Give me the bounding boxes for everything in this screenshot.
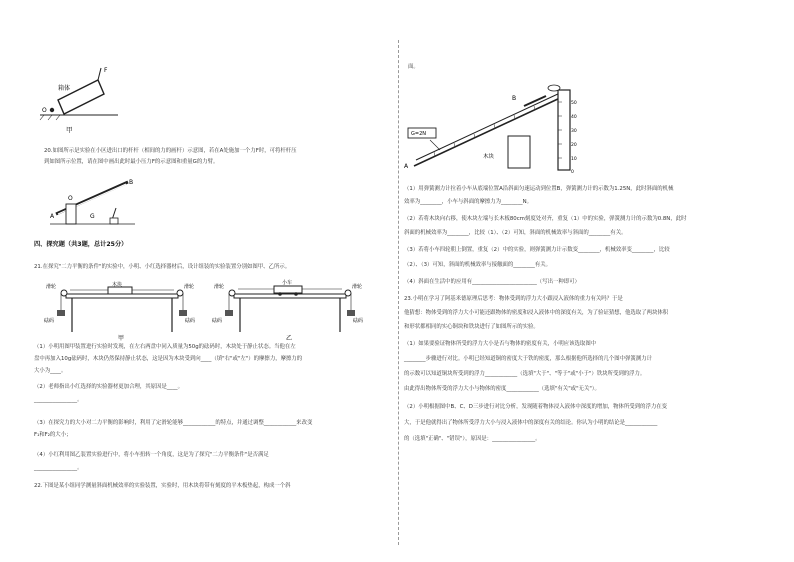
q21-p1-c: 大小为____。 xyxy=(34,368,67,374)
yi-weight-right: 砝码 xyxy=(353,318,364,324)
q23-p1-a: （1）如果要验证物体所受的浮力大小是否与物体的密度有关，小明应该选取图中 xyxy=(404,341,597,347)
ruler-tick-10: 10 xyxy=(571,157,577,162)
figure-yi xyxy=(212,278,372,342)
box-diagram xyxy=(40,67,118,134)
jia-caption: 甲 xyxy=(118,335,125,342)
q21-p2-a: （2）老师指出小红选择的实验器材更加合理，其原因是____。 xyxy=(34,384,183,390)
q23-p1-b: ________步骤进行对比。小明已经知道铜的密度大于铁的密度，那么根据他所选择的几个图中弹簧测力计 xyxy=(404,356,652,362)
q21-intro: 21.在探究"二力平衡的条件"的实验中，小明、小红选择器材后，设计组装的实验装置分别如图甲、乙所示。 xyxy=(34,264,291,270)
lever-label-b: B xyxy=(129,179,134,186)
q22-p3-a: （3）若将小车四轮朝上倒置，重复（2）中的实验，则弹簧测力计示数变________，机械效率变________，比较 xyxy=(404,247,670,253)
lever-label-g: G xyxy=(90,213,95,220)
q23-intro-b: 他猜想：物体受到的浮力大小可能还跟物体的密度和浸入液体中的深度有关，为了验证猜想，他选取了两块体积 xyxy=(404,310,669,316)
ruler-tick-30: 30 xyxy=(571,129,577,134)
q23-intro-a: 23.小明在学习了阿基米德原理后思考：物体受到的浮力大小跟浸入液体的重力有关吗？于是 xyxy=(404,296,623,302)
yi-cart: 小车 xyxy=(282,280,293,286)
lever-label-a: A xyxy=(50,213,55,220)
section-heading: 四、探究题（共3题，总计25分） xyxy=(34,241,128,248)
jia-pulley-right: 滑轮 xyxy=(184,284,195,290)
q21-p3-a: （3）在探究力的大小对二力平衡的影响时，利用了定滑轮能够____________的特点，并通过调整____________来改变 xyxy=(34,420,313,426)
q22-continued: 面。 xyxy=(408,64,419,70)
yi-caption: 乙 xyxy=(286,335,293,342)
q21-p3-b: F₁和F₂的大小； xyxy=(34,432,72,438)
q23-p1-d: 由此得出物体所受的浮力大小与物体的密度____________（选填"有关"或"无关"）。 xyxy=(404,386,600,392)
incline-figure xyxy=(404,78,588,188)
q21-p1-a: （1）小明用图甲装置进行实验时发现，在左右两盘中同入质量为50g的砝码时，木块处于静止状态。当他在左 xyxy=(34,344,296,350)
figure-caption: 甲 xyxy=(66,126,73,134)
ruler-tick-50: 50 xyxy=(571,101,577,106)
q22-p4: （4）斜面在生活中的应用有________________________（写出一种即可） xyxy=(404,279,580,285)
q23-intro-c: 和形状都相同的实心铜块和铁块进行了如图所示的实验。 xyxy=(404,324,539,330)
incline-label-weight: G=2N xyxy=(411,131,426,137)
yi-pulley-left: 滑轮 xyxy=(214,284,225,290)
ruler-tick-40: 40 xyxy=(571,115,577,120)
q22-p2-a: （2）若将木块向右移，使木块左端与长木板80cm刻度处对齐，重复（1）中的实验，弹簧测力计的示数为0.8N，此时 xyxy=(404,216,687,222)
jia-weight-left: 砝码 xyxy=(44,318,55,324)
box-label: 箱体 xyxy=(58,85,71,92)
incline-label-a: A xyxy=(404,163,409,170)
q22-p3-b: （2）、（3）可知，斜面的机械效率与接触面的________有关。 xyxy=(404,262,552,268)
column-divider xyxy=(398,40,399,545)
pivot-label: O xyxy=(42,107,47,114)
q22-intro-a: 22.下图是某小组同学测量斜面机械效率的实验装置，实验时，用木块将带有刻度的平木板垫起，构成一个斜 xyxy=(34,483,291,489)
incline-label-b: B xyxy=(512,95,517,102)
jia-weight-right: 砝码 xyxy=(185,318,196,324)
yi-pulley-right: 滑轮 xyxy=(352,284,363,290)
incline-label-wood: 木块 xyxy=(483,154,495,160)
jia-wood: 木块 xyxy=(112,282,123,288)
q21-p4-a: （4）小红利用图乙装置实验进行中，将小车扭转一个角度，这是为了探究"二力平衡条件"是否满足 xyxy=(34,452,269,458)
q23-p1-c: 的示数可以知道铜块所受到的浮力____________（选填"大于"、"等于"或"小于"）铁块所受到的浮力。 xyxy=(404,371,646,377)
q22-p2-b: 斜面的机械效率为________，比较（1）、（2）可知，斜面的机械效率与斜面的________有关。 xyxy=(404,230,627,236)
q23-p2-a: （2）小明根据图中B、C、D三步进行对比分析，发现随着物体浸入液体中深度的增加，物体所受到的浮力在变 xyxy=(404,404,668,410)
lever-figure xyxy=(50,172,140,232)
figure-jia xyxy=(44,278,204,342)
ruler-tick-20: 20 xyxy=(571,143,577,148)
jia-pulley-left: 滑轮 xyxy=(46,284,57,290)
q20-line1: 20.如图所示是实验在小区进出口的杆杆（相间的力的画杆）示意图，若在A处施加一个力F时，可将杆杆压 xyxy=(44,148,297,154)
q21-p1-b: 盘中再加入10g砝码时，木块仍然保持静止状态，这是因为木块受到向____（填"右"或"左"）的摩擦力，摩擦力的 xyxy=(34,356,303,362)
q23-p2-b: 大，于是他就得出了物体所受浮力大小与浸入液体中的深度有关的结论。你认为小明的结论是____________ xyxy=(404,420,658,426)
ruler-tick-0: 0 xyxy=(571,170,574,175)
figure-box-pivot xyxy=(38,60,128,135)
q23-p2-c: 的（选填"正确"、"错误"），原因是：________________。 xyxy=(404,436,541,442)
q21-p2-b: ________________。 xyxy=(34,397,83,403)
force-label: F xyxy=(104,67,108,74)
q22-p1-b: 效率为________，小车与斜面的摩擦力为________N。 xyxy=(404,199,533,205)
q22-p1-a: （1）用弹簧测力计拉着小车从底端位置A沿斜面匀速运动到位置B，弹簧测力计的示数为1.25N，此时斜面的机械 xyxy=(404,186,674,192)
q21-p4-b: ________________。 xyxy=(34,465,83,471)
q20-line2: 到如图所示位置，请在图中画出此时最小压力F的示意图和重量G的力臂。 xyxy=(44,159,219,165)
yi-weight-left: 砝码 xyxy=(212,318,223,324)
lever-label-o: O xyxy=(68,195,73,202)
